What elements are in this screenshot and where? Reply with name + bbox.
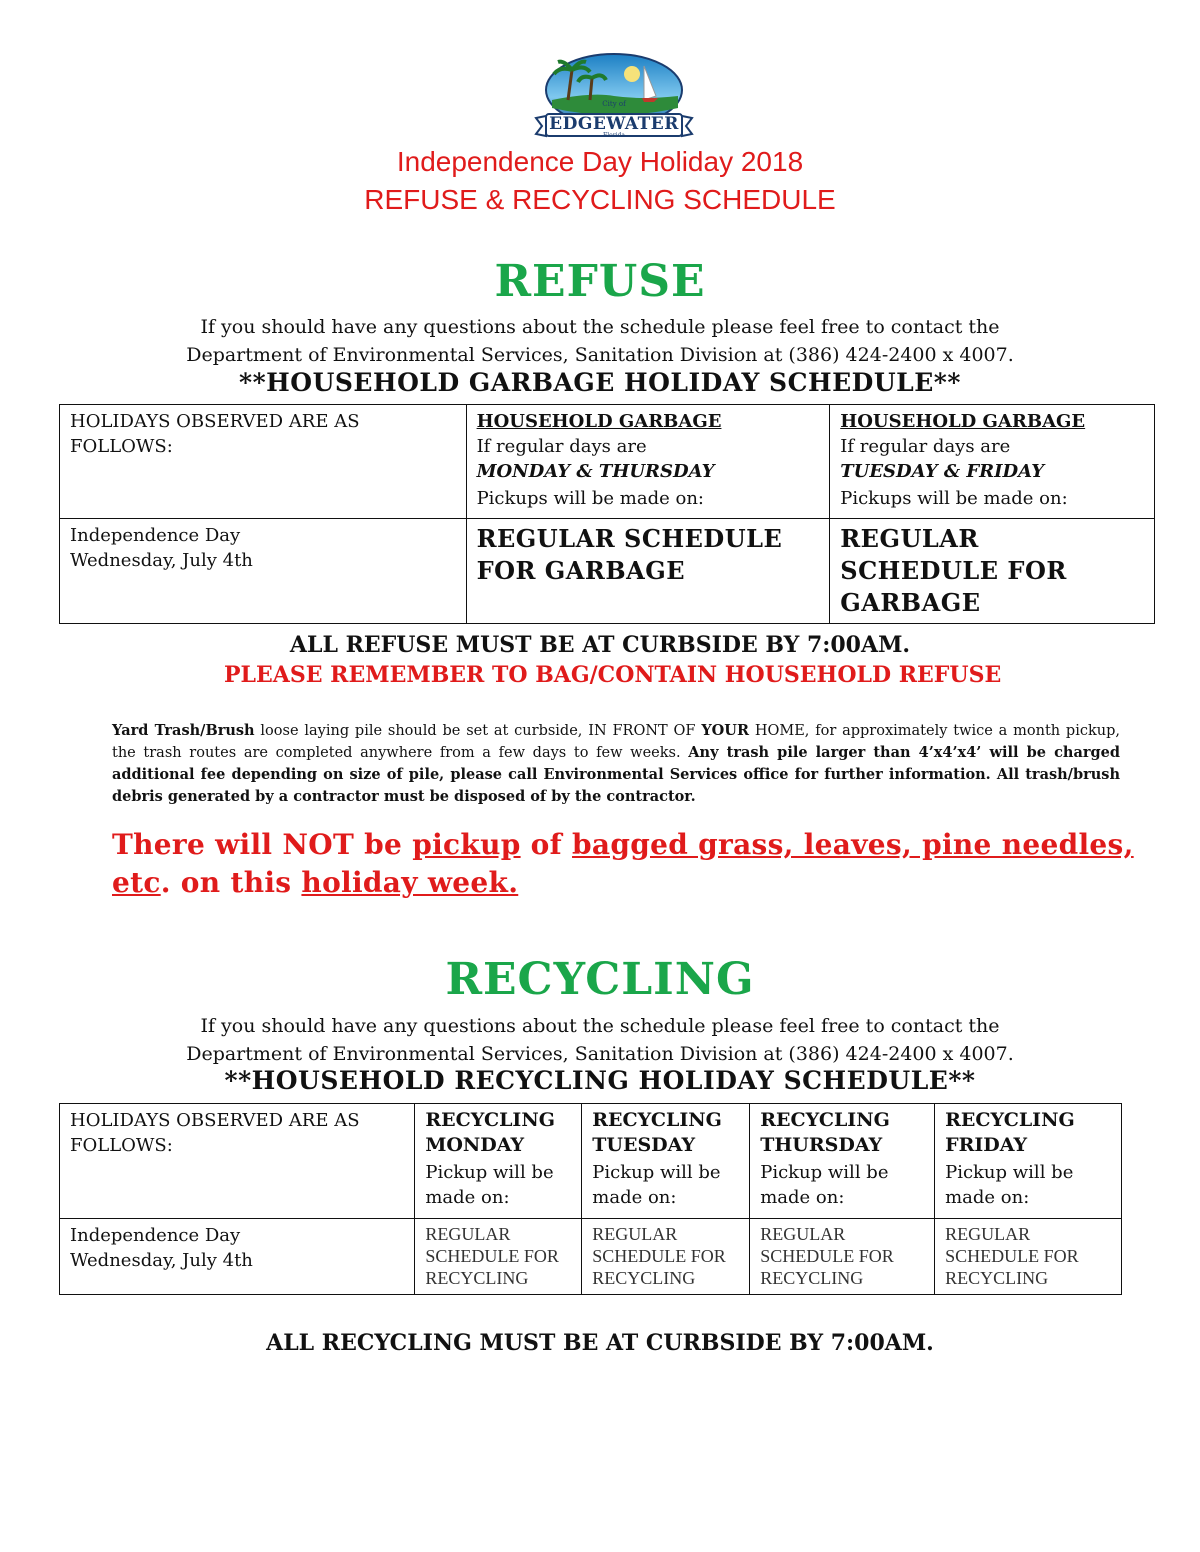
table-header-row xyxy=(60,1104,1122,1219)
refuse-heading: REFUSE xyxy=(494,256,706,307)
holiday-cell: Independence Day Wednesday, July 4th xyxy=(60,519,467,624)
garbage-value-mon-thu: REGULAR SCHEDULE FOR GARBAGE xyxy=(466,519,830,624)
garbage-schedule-title: **HOUSEHOLD GARBAGE HOLIDAY SCHEDULE** xyxy=(239,368,961,397)
table-row xyxy=(60,1219,1122,1295)
logo-state: Florida xyxy=(603,132,625,139)
recycling-col-friday: RECYCLING FRIDAY Pickup will be made on: xyxy=(935,1104,1122,1219)
table-row xyxy=(60,519,1155,624)
recycling-col-thursday: RECYCLING THURSDAY Pickup will be made on: xyxy=(750,1104,935,1219)
recycling-contact-line2: Department of Environmental Services, Sanitation Division at (386) 424-2400 x 4007. xyxy=(186,1043,1014,1065)
garbage-col-tue-fri: HOUSEHOLD GARBAGE If regular days are TUESDAY & FRIDAY Pickups will be made on: xyxy=(830,405,1155,519)
holidays-header: HOLIDAYS OBSERVED ARE AS FOLLOWS: xyxy=(60,405,467,519)
recycling-heading: RECYCLING xyxy=(445,954,755,1005)
logo-city-of: City of xyxy=(602,100,626,108)
recycling-contact-line1: If you should have any questions about the schedule please feel free to contact the xyxy=(200,1015,1000,1037)
recycling-value-monday: REGULAR SCHEDULE FOR RECYCLING xyxy=(415,1219,582,1295)
garbage-schedule-table xyxy=(59,404,1155,624)
no-pickup-notice: There will NOT be pickup of bagged grass, leaves, pine needles, etc. on this holiday week. xyxy=(112,828,1134,899)
logo-name: EDGEWATER xyxy=(549,114,679,134)
refuse-contact-line1: If you should have any questions about the schedule please feel free to contact the xyxy=(200,316,1000,338)
recycling-value-thursday: REGULAR SCHEDULE FOR RECYCLING xyxy=(750,1219,935,1295)
recycling-curbside-notice: ALL RECYCLING MUST BE AT CURBSIDE BY 7:00AM. xyxy=(266,1330,934,1356)
recycling-value-tuesday: REGULAR SCHEDULE FOR RECYCLING xyxy=(582,1219,750,1295)
holiday-cell: Independence Day Wednesday, July 4th xyxy=(60,1219,415,1295)
refuse-contact-line2: Department of Environmental Services, Sanitation Division at (386) 424-2400 x 4007. xyxy=(186,344,1014,366)
recycling-value-friday: REGULAR SCHEDULE FOR RECYCLING xyxy=(935,1219,1122,1295)
page-title: Independence Day Holiday 2018 xyxy=(396,146,804,177)
bag-reminder: PLEASE REMEMBER TO BAG/CONTAIN HOUSEHOLD REFUSE xyxy=(224,662,1002,688)
refuse-curbside-notice: ALL REFUSE MUST BE AT CURBSIDE BY 7:00AM. xyxy=(289,632,911,658)
recycling-schedule-table xyxy=(59,1103,1122,1295)
city-logo xyxy=(532,52,696,142)
recycling-schedule-title: **HOUSEHOLD RECYCLING HOLIDAY SCHEDULE** xyxy=(224,1066,976,1095)
garbage-value-tue-fri: REGULAR SCHEDULE FOR GARBAGE xyxy=(830,519,1155,624)
holidays-header: HOLIDAYS OBSERVED ARE AS FOLLOWS: xyxy=(60,1104,415,1219)
yard-trash-paragraph: Yard Trash/Brush loose laying pile should be set at curbside, IN FRONT OF YOUR HOME, for approximately twice a month pickup, the trash routes are completed anywhere from a few days to few weeks. Any trash pile larger than 4’x4’x4’ will be charged additional fee depending on size of pile, please call Environmental Services office for further information. All trash/brush debris generated by a contractor must be disposed of by the contractor. xyxy=(112,722,1120,805)
page-subtitle: REFUSE & RECYCLING SCHEDULE xyxy=(364,184,836,215)
table-header-row xyxy=(60,405,1155,519)
recycling-col-monday: RECYCLING MONDAY Pickup will be made on: xyxy=(415,1104,582,1219)
recycling-col-tuesday: RECYCLING TUESDAY Pickup will be made on: xyxy=(582,1104,750,1219)
garbage-col-mon-thu: HOUSEHOLD GARBAGE If regular days are MONDAY & THURSDAY Pickups will be made on: xyxy=(466,405,830,519)
yard-lead: Yard Trash/Brush xyxy=(112,722,255,739)
